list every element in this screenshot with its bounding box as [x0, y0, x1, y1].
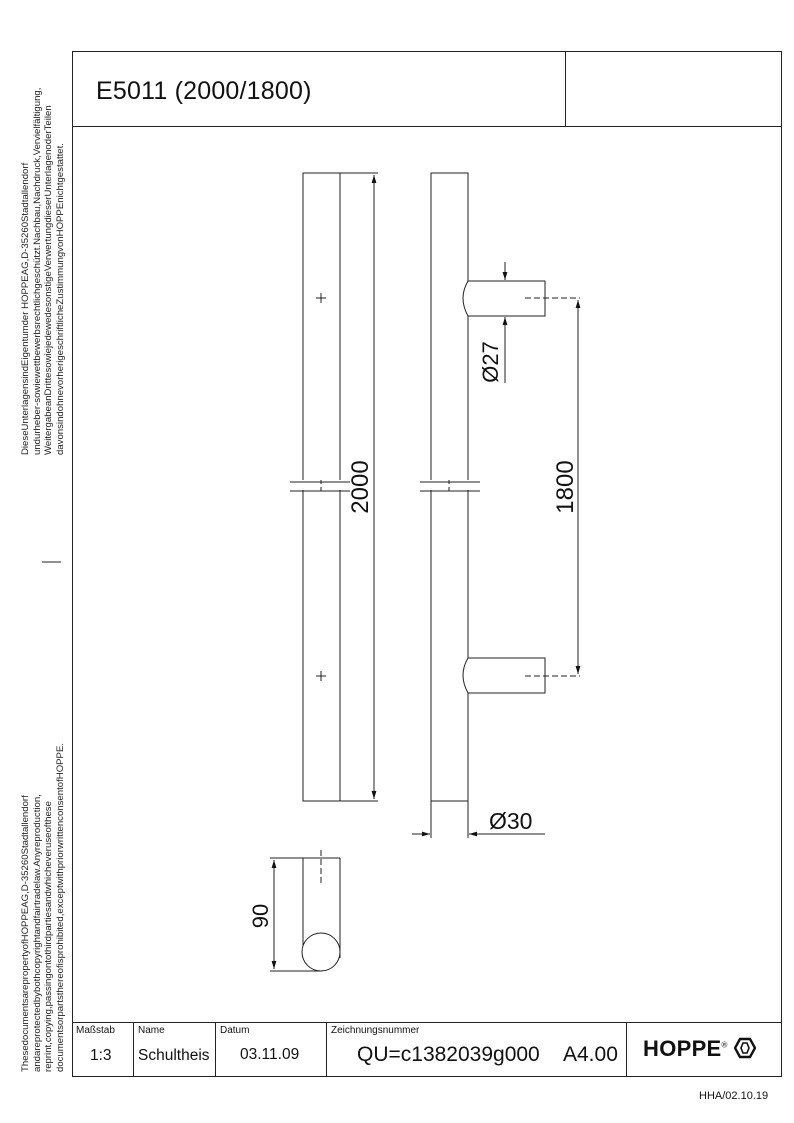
date-cell	[216, 1023, 327, 1077]
scale-cell	[72, 1023, 134, 1077]
dimension-bar-diameter-label: Ø30	[489, 808, 533, 834]
dimension-center-label: 1800	[552, 460, 579, 514]
notice-line: reprint,copying,passingontothirdpartiesandwhicheveruseofthese	[43, 801, 54, 1072]
notice-line: documentsorpartsthereofisprohibited,exceptwithpriorwrittenconsentofHOPPE.	[54, 742, 66, 1072]
date-label: Datum	[220, 1025, 250, 1036]
date-value: 03.11.09	[240, 1046, 300, 1063]
end-view-circle	[302, 933, 340, 971]
drawing-number-label: Zeichnungsnummer	[331, 1025, 420, 1036]
post-upper	[463, 281, 545, 316]
dimension-post-diameter-label: Ø27	[478, 341, 503, 383]
brand-name: HOPPE	[643, 1036, 722, 1061]
notice-line: undurheber-sowiewettbewerbsrechtlichgeschützt.Nachbau,Nachdruck,Vervielfältigung,	[31, 87, 43, 455]
notice-line: ThesedocumentsarepropertyofHOPPEAG,D-35260Stadtallendorf	[20, 795, 31, 1072]
notice-line: DieseUnterlagensindEigentumder HOPPEAG,D-35260Stadtallendorf	[20, 162, 31, 455]
post-lower	[463, 658, 545, 693]
notice-line: andareprotectedbybothcopyrightandfairtradelaw.Anyreproduction,	[31, 794, 43, 1072]
name-cell	[134, 1023, 216, 1077]
hoppe-logo: HOPPE®	[643, 1036, 756, 1062]
format-value: A4.00	[563, 1043, 618, 1066]
dimension-length-label: 2000	[347, 460, 374, 514]
name-value: Schultheis	[138, 1047, 210, 1064]
notice-line: davonsindohnevorherigeschriftlicheZustimmungvonHOPPEnichtgestattet.	[54, 143, 66, 455]
revision-code: HHA/02.10.19	[699, 1090, 769, 1102]
notice-line: WeitergabeanDrittesowiejedewedesonstigeVerwertungdieserUnterlagenoderTeilen	[43, 105, 54, 455]
scale-label: Maßstab	[76, 1025, 115, 1036]
name-label: Name	[138, 1025, 165, 1036]
scale-value: 1:3	[90, 1047, 112, 1064]
drawing-title: E5011 (2000/1800)	[96, 77, 312, 105]
dimension-projection-label: 90	[248, 903, 273, 929]
hoppe-logo-icon	[734, 1037, 756, 1059]
drawing-number-value: QU=c1382039g000	[357, 1043, 540, 1066]
